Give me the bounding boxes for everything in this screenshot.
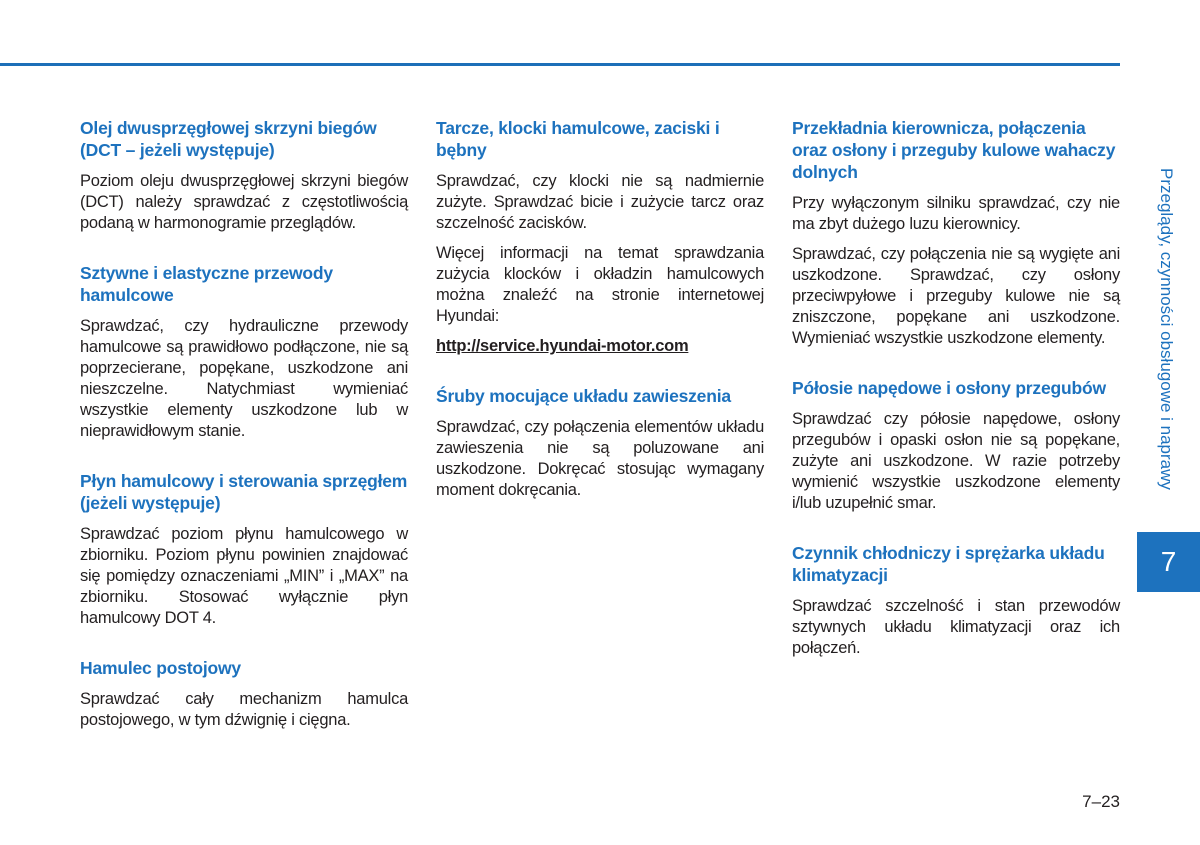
section-paragraph: Sprawdzać czy półosie napędowe, osłony przegubów i opaski osłon nie są popękane, zużyte ani uszkodzone. W razie potrzeby wymienić wszystkie uszkodzone elementy i/lub uzupełnić smar. [792,410,1120,512]
section-brake-lines [80,262,408,442]
section-paragraph: Poziom oleju dwusprzęgłowej skrzyni biegów (DCT) należy sprawdzać z częstotliwością podaną w harmonogramie przeglądów. [80,172,408,232]
section-paragraph: Sprawdzać, czy połączenia elementów układu zawieszenia nie są poluzowane ani uszkodzone. Dokręcać stosując wymagany moment dokręcania. [436,418,764,499]
section-brake-fluid [80,470,408,629]
section-heading: Hamulec postojowy [80,658,241,678]
section-heading: Tarcze, klocki hamulcowe, zaciski i bębny [436,118,720,160]
section-paragraph: Sprawdzać, czy klocki nie są nadmiernie zużyte. Sprawdzać bicie i zużycie tarcz oraz szczelność zacisków. [436,172,764,232]
section-heading: Olej dwusprzęgłowej skrzyni biegów (DCT – jeżeli występuje) [80,118,377,160]
chapter-number-tab: 7 [1137,532,1200,592]
section-paragraph: Sprawdzać szczelność i stan przewodów sztywnych układu klimatyzacji oraz ich połączeń. [792,597,1120,657]
section-paragraph: Sprawdzać poziom płynu hamulcowego w zbiorniku. Poziom płynu powinien znajdować się pomiędzy oznaczeniami „MIN” i „MAX” na zbiorniku. Stosować wyłącznie płyn hamulcowy DOT 4. [80,525,408,627]
page-number: 7–23 [1082,792,1120,811]
column-3 [792,117,1120,687]
section-parking-brake [80,657,408,731]
section-paragraph: Sprawdzać cały mechanizm hamulca postojowego, w tym dźwignię i cięgna. [80,690,408,729]
section-heading: Śruby mocujące układu zawieszenia [436,386,731,406]
section-heading: Czynnik chłodniczy i sprężarka układu klimatyzacji [792,543,1105,585]
section-paragraph: Sprawdzać, czy hydrauliczne przewody hamulcowe są prawidłowo podłączone, nie są poprzecierane, popękane, uszkodzone ani nieszczelne. Natychmiast wymieniać wszystkie elementy uszkodzone lub w nieprawidłowym stanie. [80,317,408,440]
section-heading: Płyn hamulcowy i sterowania sprzęgłem (jeżeli występuje) [80,471,408,513]
section-heading: Sztywne i elastyczne przewody hamulcowe [80,263,333,305]
section-heading: Przekładnia kierownicza, połączenia oraz osłony i przeguby kulowe wahaczy dolnych [792,118,1116,182]
section-heading: Półosie napędowe i osłony przegubów [792,378,1106,398]
section-brake-discs [436,117,764,357]
chapter-side-title: Przeglądy, czynności obsługowe i naprawy [1157,168,1176,490]
section-steering [792,117,1120,349]
section-paragraph: Sprawdzać, czy połączenia nie są wygięte ani uszkodzone. Sprawdzać, czy osłony przeciwpyłowe i przeguby kulowe nie są zniszczone, popękane ani uszkodzone. Wymieniać wszystkie uszkodzone elementy. [792,245,1120,347]
section-drive-shafts [792,377,1120,514]
section-dct-oil [80,117,408,234]
column-1 [80,117,408,759]
section-suspension-bolts [436,385,764,501]
top-rule [0,63,1120,66]
section-paragraph: Więcej informacji na temat sprawdzania zużycia klocków i okładzin hamulcowych można znaleźć na stronie internetowej Hyundai: [436,244,764,325]
section-paragraph: Przy wyłączonym silniku sprawdzać, czy nie ma zbyt dużego luzu kierownicy. [792,194,1120,233]
section-ac-refrigerant [792,542,1120,659]
service-link[interactable]: http://service.hyundai-motor.com [436,337,689,355]
column-2 [436,117,764,529]
